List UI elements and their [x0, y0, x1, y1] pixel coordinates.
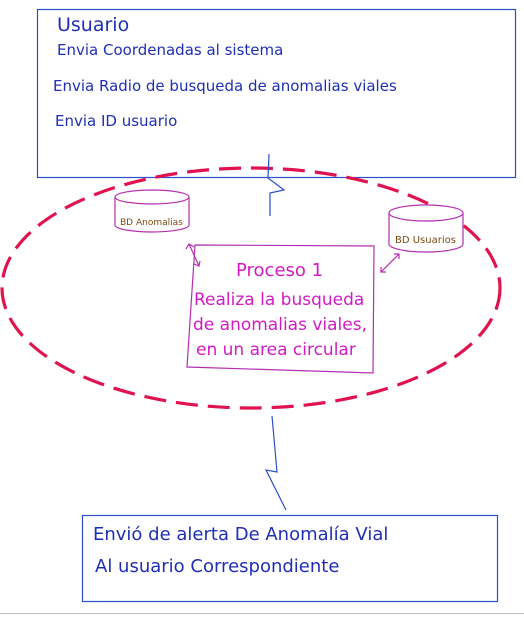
process-line-anomalies: de anomalias viales,	[193, 315, 367, 335]
user-box-title: Usuario	[57, 14, 130, 36]
user-box-line-radius: Envia Radio de busqueda de anomalias viales	[53, 77, 397, 95]
db-anomalias-label: BD Anomalias	[120, 218, 183, 228]
output-line-alert: Envió de alerta De Anomalía Vial	[93, 524, 389, 545]
system-boundary-ellipse	[2, 168, 500, 408]
link-anomalias-process	[186, 244, 200, 266]
user-box-line-coordinates: Envia Coordenadas al sistema	[57, 41, 284, 59]
process-line-area: en un area circular	[196, 340, 356, 360]
user-box-line-user-id: Envia ID usuario	[55, 112, 178, 130]
output-line-user: Al usuario Correspondiente	[95, 556, 340, 577]
process-title: Proceso 1	[236, 260, 324, 281]
process-line-search: Realiza la busqueda	[194, 290, 365, 310]
db-usuarios-label: BD Usuarios	[395, 235, 456, 246]
flow-arrow-output	[266, 416, 286, 510]
flow-arrow-input	[268, 154, 284, 216]
link-usuarios-process	[381, 254, 399, 272]
